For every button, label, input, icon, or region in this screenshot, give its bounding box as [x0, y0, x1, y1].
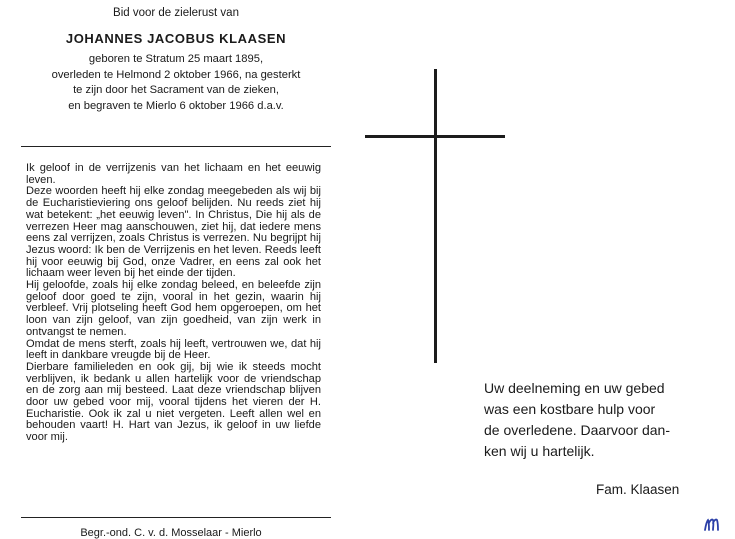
cross-vertical-beam: [434, 69, 437, 363]
sacrament-line: te zijn door het Sacrament van de zieken,: [73, 84, 279, 96]
paragraph-trust: Omdat de mens sterft, zoals hij leeft, vertrouwen we, dat hij leeft in dankbare vreugde bij de Heer.: [26, 337, 321, 362]
handwritten-mark-icon: [703, 515, 721, 533]
thanks-line: Uw deelneming en uw gebed: [484, 380, 665, 396]
life-details: [20, 52, 332, 114]
paragraph-creed: Ik geloof in de verrijzenis van het lichaam en het eeuwig leven.: [26, 162, 321, 186]
thanks-line: ken wij u hartelijk.: [484, 443, 595, 459]
memorial-text: [26, 163, 321, 444]
paragraph-faith: Hij geloofde, zoals hij elke zondag beleed, en beleefde zijn geloof door goed te zijn, vooral in het gezin, waarin hij verbleef. Vrij plotseling heeft God hem opgeroepen, om het loon van zijn geloof, van zijn goedheid, van zijn werk in ontvangst te nemen.: [26, 279, 321, 338]
burial-line: en begraven te Mierlo 6 oktober 1966 d.a.v.: [68, 99, 284, 112]
thanks-line: de overledene. Daarvoor dan-: [484, 422, 671, 438]
top-divider: [21, 146, 331, 147]
thank-you-note: [484, 378, 724, 462]
bottom-divider: [21, 517, 331, 518]
printer-credit: Begr.-ond. C. v. d. Mosselaar - Mierlo: [80, 527, 262, 539]
deceased-name: JOHANNES JACOBUS KLAASEN: [65, 31, 287, 46]
card-header: [20, 6, 332, 114]
family-signature: Fam. Klaasen: [596, 482, 680, 497]
paragraph-farewell: Dierbare familieleden en ook gij, bij wie ik steeds mocht verblijven, ik bedank u allen hartelijk voor de vriendschap en de zorg aan mij besteed. Laat deze vriendschap blijven door uw gebed voor mij, vooral tijdens het vieren der H. Eucharistie. Ook ik zal u niet vergeten. Leeft allen wel en behouden vaart! H. Hart van Jezus, ik geloof in uw liefde voor mij.: [26, 360, 321, 444]
cross-horizontal-beam: [365, 135, 505, 138]
birth-line: geboren te Stratum 25 maart 1895,: [88, 53, 264, 65]
thanks-line: was een kostbare hulp voor: [484, 401, 656, 417]
paragraph-eternal-life: Deze woorden heeft hij elke zondag meegebeden als wij bij de Eucharistieviering ons geloof belijden. Nu reeds ziet hij wat betekent: „het eeuwig leven". In Christus, Die hij als de verrezen Heer mag aanschouwen, ziet hij, dat iedere mens eens zal verrijzen, zoals Christus is verrezen. Nu begrijpt hij Jezus woord: Ik ben de Verrijzenis en het leven. Reeds leeft hij voor eeuwig bij God, onze Vadrer, en eens zal ook het lichaam weer leven bij het einde der tijden.: [26, 185, 321, 280]
intro-line: Bid voor de zielerust van: [113, 7, 239, 19]
death-line: overleden te Helmond 2 oktober 1966, na gesterkt: [51, 68, 301, 81]
